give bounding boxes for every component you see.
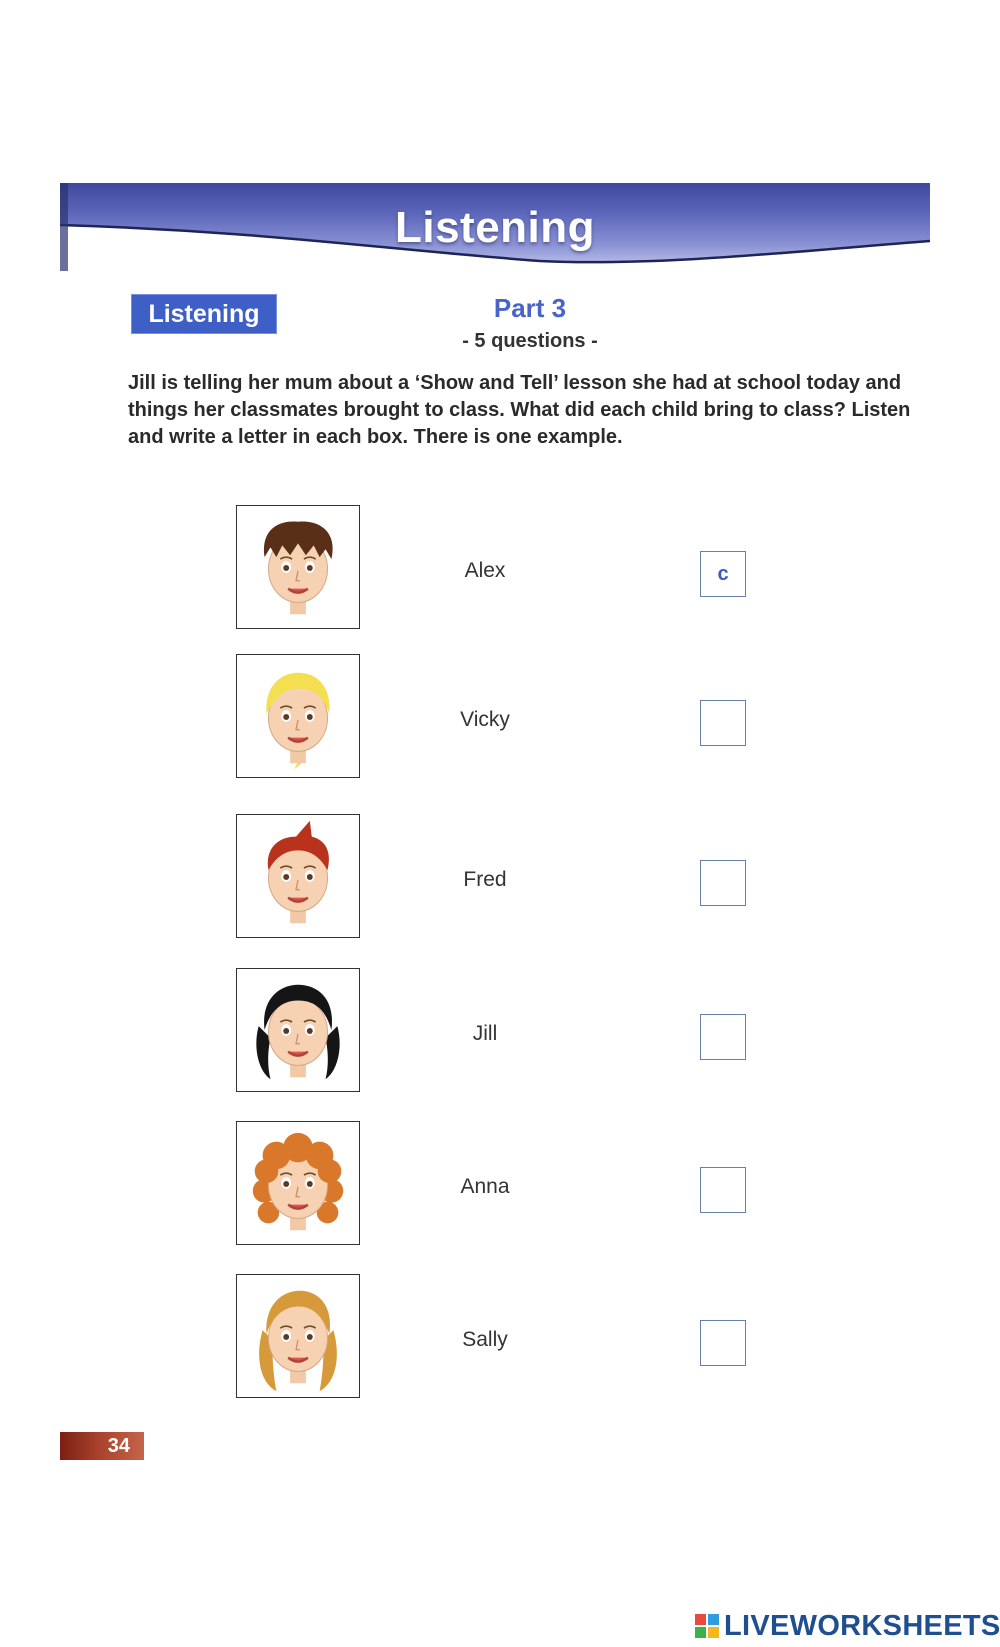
- child-name: Vicky: [460, 708, 510, 731]
- answer-box[interactable]: [700, 860, 746, 906]
- list-item: [0, 968, 1000, 1096]
- child-portrait: [236, 1274, 360, 1398]
- page-title: Listening: [394, 203, 596, 252]
- child-name: Fred: [463, 868, 507, 891]
- list-item: [0, 814, 1000, 942]
- part-title: Part 3: [493, 293, 567, 323]
- child-name: Anna: [460, 1175, 510, 1198]
- list-item: [0, 654, 1000, 782]
- answer-box[interactable]: c: [700, 551, 746, 597]
- brand-name: LIVEWORKSHEETS: [724, 1609, 1000, 1642]
- page-number: 34: [60, 1432, 144, 1460]
- instructions-text: Jill is telling her mum about a ‘Show and Tell’ lesson she had at school today and things her classmates brought to class. What did each child bring to class? Listen and write a letter in each box. There is one example.: [128, 372, 911, 448]
- child-portrait: [236, 814, 360, 938]
- answer-box[interactable]: [700, 1167, 746, 1213]
- section-tag: Listening: [131, 294, 277, 334]
- answer-box[interactable]: [700, 1014, 746, 1060]
- questions-count: - 5 questions -: [462, 330, 598, 352]
- child-portrait: [236, 1121, 360, 1245]
- child-portrait: [236, 654, 360, 778]
- answer-box[interactable]: [700, 700, 746, 746]
- child-name: Sally: [462, 1328, 508, 1351]
- child-name: Jill: [472, 1022, 498, 1045]
- brand-logo: [694, 1610, 1000, 1642]
- list-item: [0, 1274, 1000, 1402]
- list-item: [0, 505, 1000, 633]
- child-name: Alex: [464, 559, 506, 582]
- liveworksheets-logo-icon: [694, 1613, 720, 1639]
- child-portrait: [236, 505, 360, 629]
- child-portrait: [236, 968, 360, 1092]
- answer-box[interactable]: [700, 1320, 746, 1366]
- list-item: [0, 1121, 1000, 1249]
- header-banner: [60, 183, 930, 271]
